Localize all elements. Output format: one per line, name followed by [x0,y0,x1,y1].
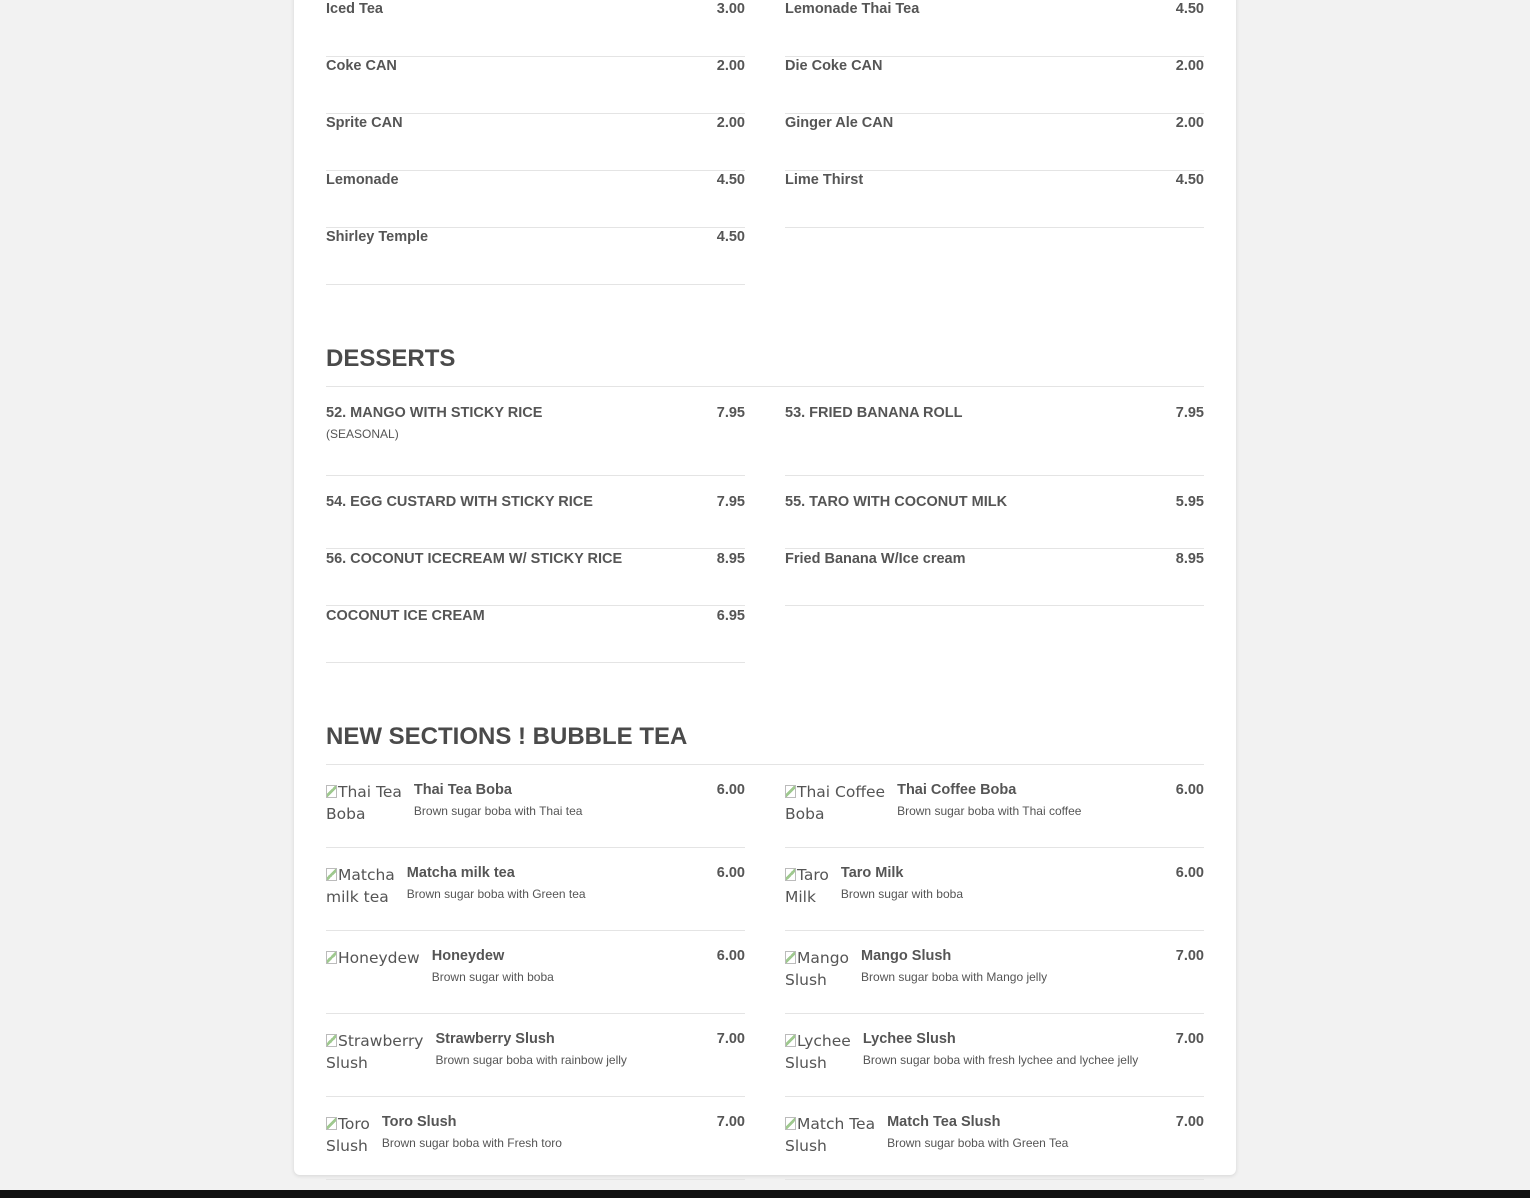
image-alt-line: Thai Coffee [797,783,886,801]
item-name: 56. COCONUT ICECREAM W/ STICKY RICE [326,551,623,567]
item-description: Brown sugar boba with Thai coffee [897,804,1082,818]
item-name: COCONUT ICE CREAM [326,608,485,624]
item-price: 2.00 [1175,58,1204,74]
image-alt-text [785,947,849,969]
image-alt-line: Taro [797,866,829,884]
menu-item[interactable] [326,492,745,549]
item-price: 6.00 [716,782,745,798]
item-price: 4.50 [1175,172,1204,188]
item-name: Lime Thirst [785,172,864,188]
menu-item[interactable] [326,947,745,1014]
item-description: Brown sugar boba with Green Tea [887,1136,1069,1150]
image-alt-line: Boba [326,805,366,823]
item-price: 7.00 [1175,948,1204,964]
image-alt-line: Slush [326,1137,368,1155]
image-alt-text [785,803,885,825]
image-alt-line: Thai Tea [338,783,402,801]
item-info [414,781,745,818]
item-image [785,1113,875,1157]
image-alt-line: milk tea [326,888,389,906]
image-alt-line: Honeydew [338,949,420,967]
item-description: (SEASONAL) [326,427,399,441]
item-name: Lemonade [326,172,399,188]
image-alt-line: Matcha [338,866,395,884]
item-price: 2.00 [1175,115,1204,131]
item-info [863,1030,1204,1067]
menu-item[interactable] [326,403,745,476]
menu-item[interactable] [326,114,745,171]
menu-item[interactable] [785,947,1204,1014]
item-price: 7.95 [1175,405,1204,421]
item-price: 4.50 [716,229,745,245]
image-alt-text [326,803,402,825]
image-alt-text [326,781,402,803]
broken-image-icon [326,1117,337,1130]
image-alt-text [326,1113,370,1135]
item-image [785,1030,851,1074]
menu-item[interactable] [326,549,745,606]
menu-item[interactable] [785,114,1204,171]
menu-item[interactable] [326,864,745,931]
image-alt-line: Toro [338,1115,370,1133]
item-info [841,864,1204,901]
item-image [326,1113,370,1157]
broken-image-icon [785,785,796,798]
image-alt-text [326,947,420,969]
broken-image-icon [785,1034,796,1047]
item-price: 7.95 [716,405,745,421]
item-name: Toro Slush [381,1114,457,1130]
item-image [785,864,829,908]
image-alt-text [326,886,395,908]
item-name: Lemonade Thai Tea [785,1,920,17]
item-name: Match Tea Slush [887,1114,1001,1130]
image-alt-line: Milk [785,888,816,906]
image-alt-line: Boba [785,805,825,823]
menu-item[interactable] [326,606,745,663]
item-name: Shirley Temple [326,229,429,245]
broken-image-icon [785,1117,796,1130]
menu-item[interactable] [326,228,745,285]
menu-item[interactable] [785,171,1204,228]
menu-item[interactable] [326,1030,745,1097]
item-price: 7.95 [716,494,745,510]
broken-image-icon [326,951,337,964]
image-alt-text [785,886,829,908]
menu-item[interactable] [326,0,745,57]
image-alt-line: Slush [785,1137,827,1155]
image-alt-line: Lychee [797,1032,851,1050]
broken-image-icon [785,868,796,881]
image-alt-line: Slush [326,1054,368,1072]
image-alt-line: Slush [785,1054,827,1072]
image-alt-text [785,781,885,803]
item-description: Brown sugar boba with fresh lychee and lychee jelly [862,1053,1139,1067]
item-price: 6.95 [716,608,745,624]
item-image [785,947,849,991]
image-alt-text [785,1113,875,1135]
menu-item[interactable] [326,1113,745,1180]
image-alt-line: Match Tea [797,1115,876,1133]
image-alt-line: Mango [797,949,850,967]
item-price: 7.00 [716,1114,745,1130]
item-info [887,1113,1204,1150]
broken-image-icon [785,951,796,964]
broken-image-icon [326,1034,337,1047]
broken-image-icon [326,785,337,798]
menu-item[interactable] [785,781,1204,848]
item-name: Thai Coffee Boba [897,782,1017,798]
item-info [436,1030,746,1067]
item-info [382,1113,745,1150]
item-description: Brown sugar boba with Thai tea [413,804,583,818]
image-alt-text [326,1052,424,1074]
item-description: Brown sugar boba with Mango jelly [861,970,1048,984]
image-alt-line: Slush [785,971,827,989]
item-name: Matcha milk tea [406,865,515,881]
footer-bar [0,1190,1530,1198]
section-title: DESSERTS [326,345,1204,387]
image-alt-text [785,864,829,886]
item-description: Brown sugar boba with Green tea [406,887,586,901]
item-price: 6.00 [1175,865,1204,881]
item-price: 6.00 [716,948,745,964]
image-alt-text [326,1030,424,1052]
menu-item[interactable] [785,1113,1204,1180]
section-title: NEW SECTIONS ! BUBBLE TEA [326,723,1204,765]
item-name: Sprite CAN [326,115,403,131]
image-alt-text [785,1052,851,1074]
drinks-grid [326,0,1204,285]
item-price: 4.50 [1175,1,1204,17]
item-info [407,864,745,901]
item-price: 6.00 [1175,782,1204,798]
item-description: Brown sugar with boba [431,970,554,984]
item-name: Strawberry Slush [435,1031,555,1047]
item-price: 2.00 [716,115,745,131]
item-name: Fried Banana W/Ice cream [785,551,966,567]
item-description: Brown sugar boba with rainbow jelly [435,1053,627,1067]
item-price: 6.00 [716,865,745,881]
item-price: 8.95 [716,551,745,567]
image-alt-text [785,1135,875,1157]
menu-item[interactable] [785,549,1204,606]
menu-item[interactable] [785,492,1204,549]
item-price: 4.50 [716,172,745,188]
item-image [326,1030,424,1074]
item-image [785,781,885,825]
item-price: 3.00 [716,1,745,17]
menu-item[interactable] [785,57,1204,114]
menu-item[interactable] [785,0,1204,57]
bubble-tea-section [326,723,1204,1180]
image-alt-text [326,864,395,886]
item-info [432,947,745,984]
item-name: Coke CAN [326,58,397,74]
bubble-tea-grid [326,781,1204,1180]
menu-item[interactable] [326,57,745,114]
item-name: Taro Milk [840,865,904,881]
item-image [326,864,395,908]
desserts-grid [326,403,1204,663]
item-price: 2.00 [716,58,745,74]
item-name: 53. FRIED BANANA ROLL [785,405,963,421]
item-name: Thai Tea Boba [413,782,512,798]
item-price: 5.95 [1175,494,1204,510]
desserts-section [326,345,1204,663]
menu-item[interactable] [785,1030,1204,1097]
item-info [897,781,1204,818]
item-price: 7.00 [1175,1114,1204,1130]
menu-item[interactable] [785,403,1204,476]
image-alt-text [785,1030,851,1052]
menu-card [294,0,1236,1175]
item-name: Lychee Slush [862,1031,956,1047]
menu-item[interactable] [326,781,745,848]
item-price: 7.00 [1175,1031,1204,1047]
menu-item[interactable] [785,864,1204,931]
item-description: Brown sugar boba with Fresh toro [381,1136,562,1150]
item-image [326,781,402,825]
item-image [326,947,420,969]
broken-image-icon [326,868,337,881]
item-name: Honeydew [431,948,505,964]
item-name: 52. MANGO WITH STICKY RICE [326,405,543,421]
item-price: 8.95 [1175,551,1204,567]
item-name: 55. TARO WITH COCONUT MILK [785,494,1008,510]
item-info [861,947,1204,984]
item-name: Die Coke CAN [785,58,883,74]
image-alt-text [326,1135,370,1157]
image-alt-text [785,969,849,991]
item-name: Iced Tea [326,1,383,17]
item-name: Mango Slush [861,948,952,964]
item-name: Ginger Ale CAN [785,115,894,131]
menu-item[interactable] [326,171,745,228]
menu-content [326,0,1204,1180]
item-description: Brown sugar with boba [840,887,963,901]
item-price: 7.00 [716,1031,745,1047]
image-alt-line: Strawberry [338,1032,424,1050]
item-name: 54. EGG CUSTARD WITH STICKY RICE [326,494,593,510]
